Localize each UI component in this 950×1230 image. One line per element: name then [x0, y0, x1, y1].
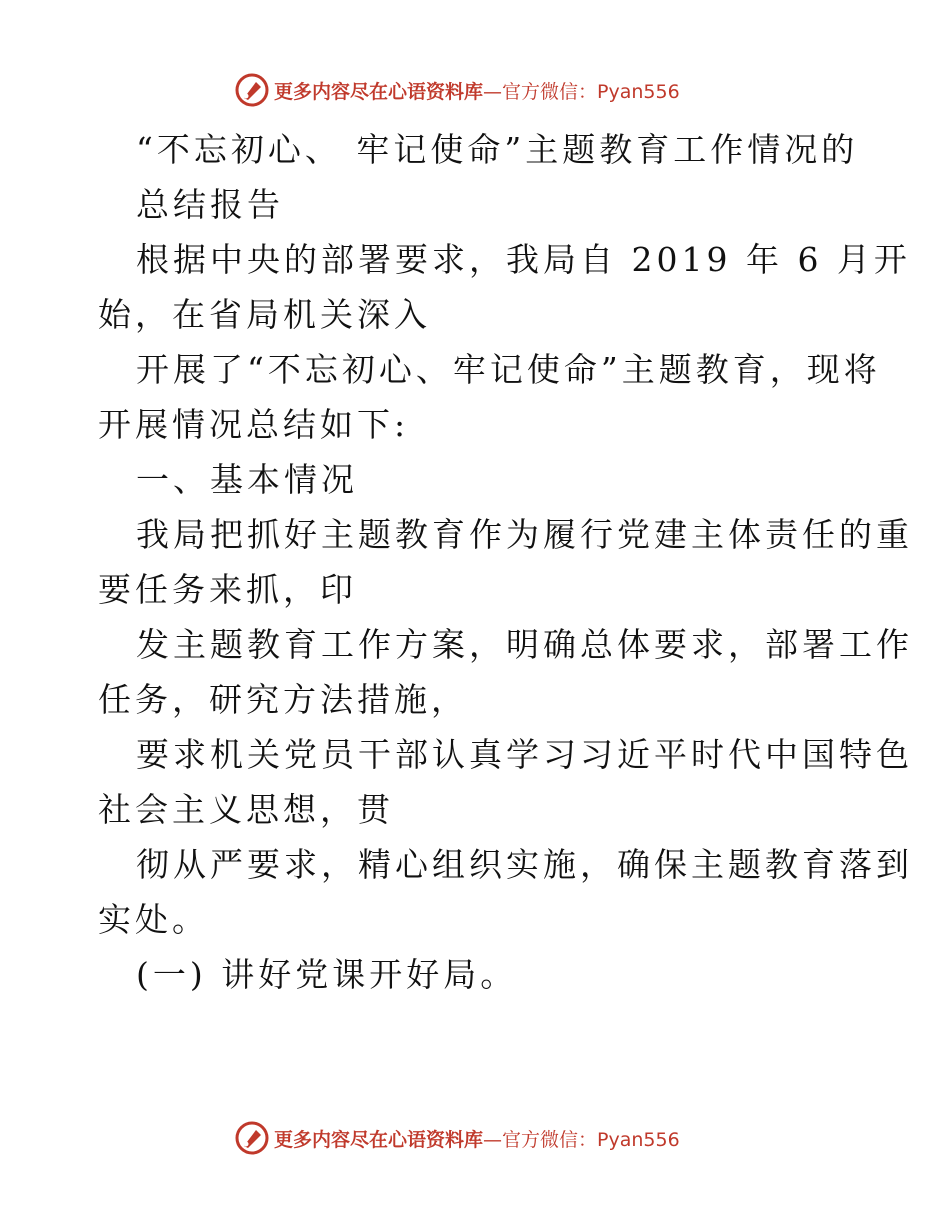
- paragraph-line: 开展情况总结如下:: [98, 405, 410, 444]
- document-body: [98, 122, 913, 1002]
- paragraph-line: 任务，研究方法措施，: [98, 680, 468, 719]
- paragraph-line: 我局把抓好主题教育作为履行党建主体责任的重: [136, 515, 913, 554]
- doc-title-line-2: 总结报告: [136, 185, 284, 224]
- header-watermark: [234, 70, 680, 110]
- doc-title-line-1: “不忘初心、 牢记使命”主题教育工作情况的: [136, 130, 859, 169]
- paragraph-line: 要任务来抓，印: [98, 570, 357, 609]
- paragraph-line: 开展了“不忘初心、牢记使命”主题教育，现将: [136, 350, 881, 389]
- paragraph-line: 发主题教育工作方案，明确总体要求，部署工作: [136, 625, 913, 664]
- paragraph-line: 要求机关党员干部认真学习习近平时代中国特色: [136, 735, 913, 774]
- footer-watermark: [234, 1118, 680, 1158]
- watermark-separator: —: [483, 1128, 503, 1151]
- watermark-sub-text: 官方微信：Pyan556: [502, 1128, 680, 1151]
- paragraph-line: 实处。: [98, 900, 209, 939]
- watermark-separator: —: [483, 80, 503, 103]
- paragraph-line: 根据中央的部署要求，我局自 2019 年 6 月开: [136, 240, 911, 279]
- subsection-heading: (一) 讲好党课开好局。: [136, 955, 518, 994]
- paragraph-line: 彻从严要求，精心组织实施，确保主题教育落到: [136, 845, 913, 884]
- watermark-main-text: 更多内容尽在心语资料库: [274, 1128, 484, 1151]
- paragraph-line: 社会主义思想，贯: [98, 790, 394, 829]
- paragraph-line: 始，在省局机关深入: [98, 295, 431, 334]
- section-heading: 一、基本情况: [136, 460, 358, 499]
- watermark-sub-text: 官方微信：Pyan556: [502, 80, 680, 103]
- pen-nib-logo-icon: [234, 72, 270, 108]
- watermark-main-text: 更多内容尽在心语资料库: [274, 80, 484, 103]
- pen-nib-logo-icon: [234, 1120, 270, 1156]
